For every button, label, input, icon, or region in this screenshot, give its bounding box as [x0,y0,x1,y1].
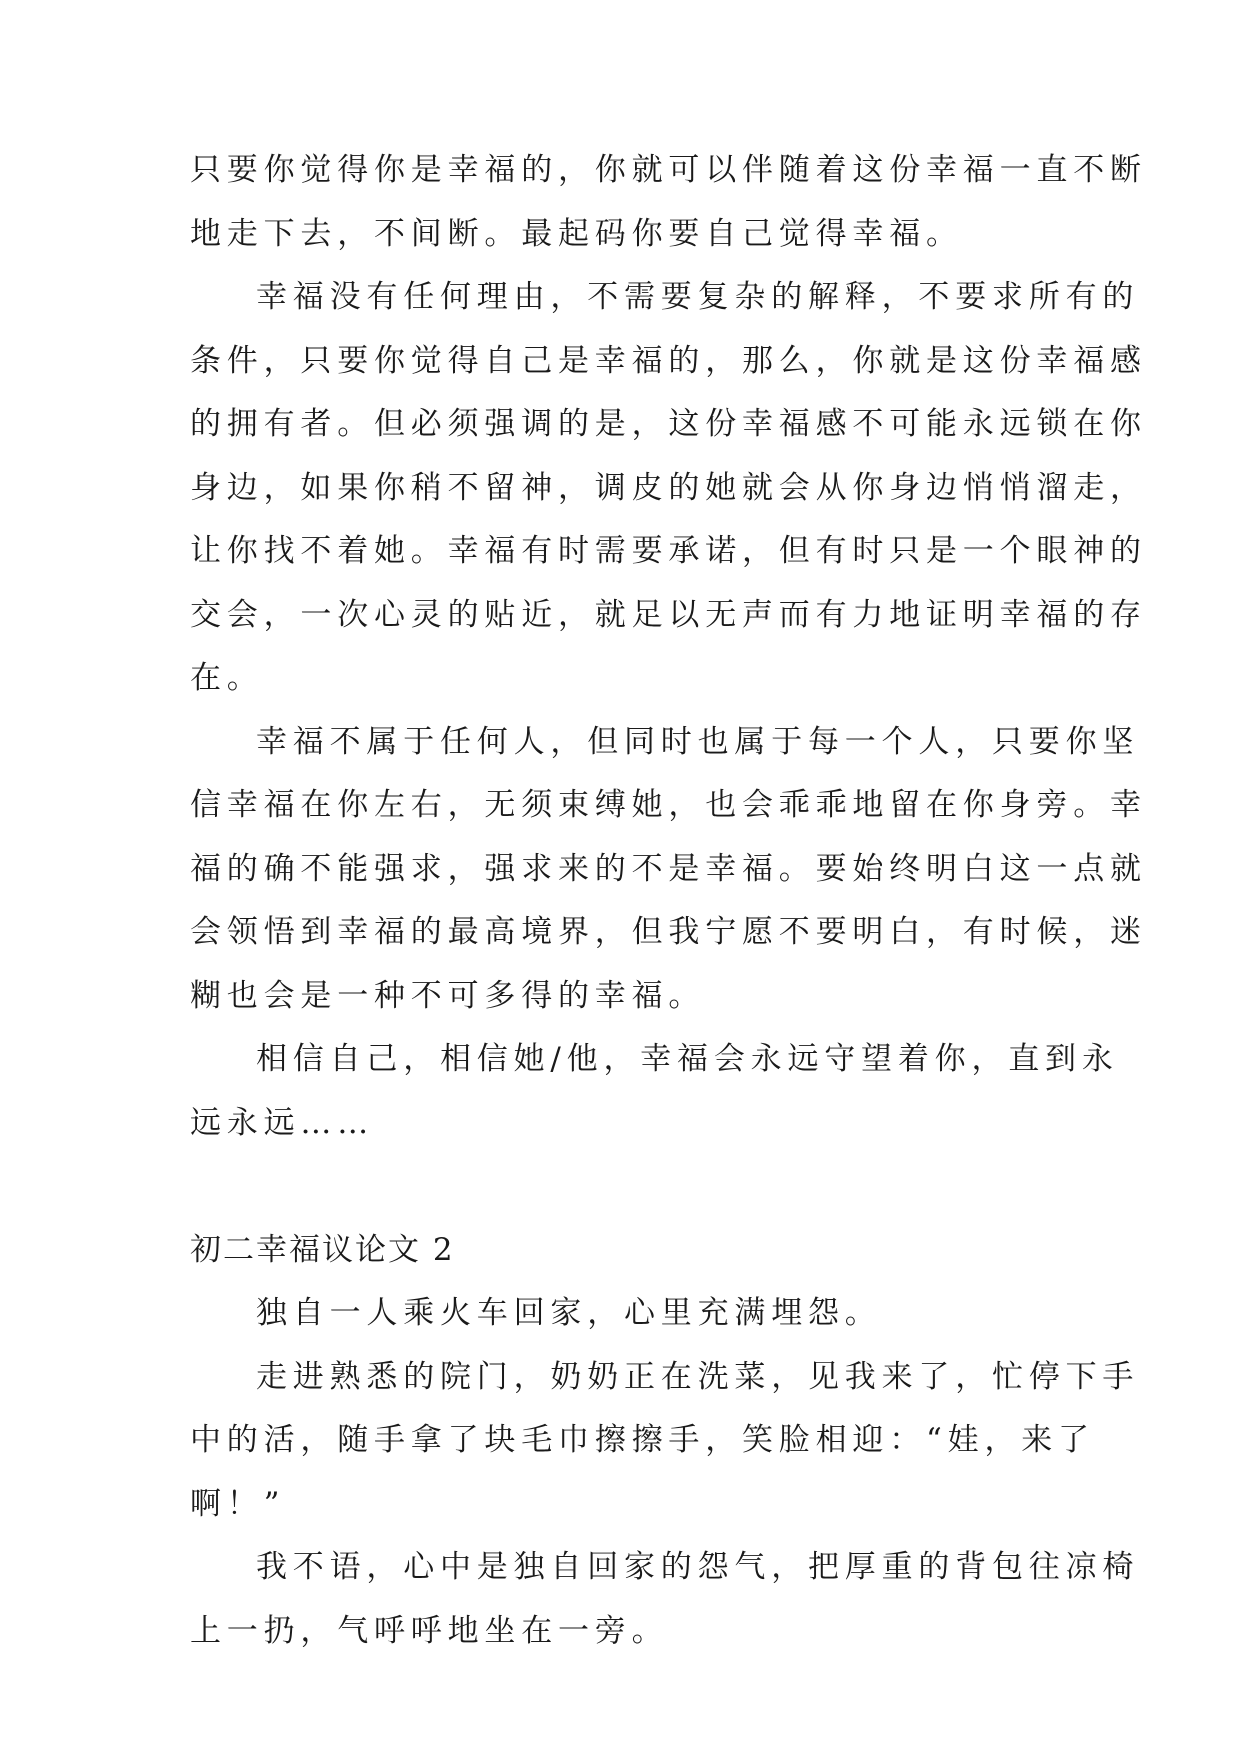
section-spacer [190,1155,1050,1219]
paragraph-1 [190,139,1147,266]
text-line: 福的确不能强求，强求来的不是幸福。要始终明白这一点就 [190,850,1147,887]
text-line: 身边，如果你稍不留神，调皮的她就会从你身边悄悄溜走， [190,469,1147,506]
heading-text: 初二幸福议论文 2 [190,1231,455,1268]
text-line: 走进熟悉的院门，奶奶正在洗菜，见我来了，忙停下手 [256,1358,1140,1395]
text-line: 地走下去，不间断。最起码你要自己觉得幸福。 [190,215,963,252]
text-line: 远永远…… [190,1104,374,1141]
text-line: 相信自己，相信她/他，幸福会永远守望着你，直到永 [256,1041,1119,1077]
document-body [190,139,1147,1663]
section-heading [190,1219,1050,1283]
text-line: 让你找不着她。幸福有时需要承诺，但有时只是一个眼神的 [190,533,1147,569]
paragraph-7 [190,1536,1140,1663]
text-line: 的拥有者。但必须强调的是，这份幸福感不可能永远锁在你 [190,406,1147,442]
text-line: 只要你觉得你是幸福的，你就可以伴随着这份幸福一直不断 [190,152,1147,188]
text-line: 幸福不属于任何人，但同时也属于每一个人，只要你坚 [256,723,1140,760]
paragraph-6 [190,1346,1140,1537]
paragraph-2 [190,266,1147,711]
text-line: 条件，只要你觉得自己是幸福的，那么，你就是这份幸福感 [190,342,1147,379]
text-line: 独自一人乘火车回家，心里充满埋怨。 [256,1295,882,1331]
text-line: 交会，一次心灵的贴近，就足以无声而有力地证明幸福的存 [190,596,1147,633]
text-line: 糊也会是一种不可多得的幸福。 [190,977,706,1014]
text-line: 信幸福在你左右，无须束缚她，也会乖乖地留在你身旁。幸 [190,787,1147,823]
paragraph-3 [190,711,1147,1029]
text-line: 幸福没有任何理由，不需要复杂的解释，不要求所有的 [256,279,1140,315]
text-line: 会领悟到幸福的最高境界，但我宁愿不要明白，有时候，迷 [190,914,1147,950]
paragraph-5 [190,1282,1050,1346]
text-line: 啊！” [190,1485,286,1522]
text-line: 我不语，心中是独自回家的怨气，把厚重的背包往凉椅 [256,1549,1140,1585]
paragraph-4 [190,1028,1119,1155]
text-line: 在。 [190,660,264,696]
text-line: 中的活，随手拿了块毛巾擦擦手，笑脸相迎：“娃，来了 [190,1422,1095,1458]
text-line: 上一扔，气呼呼地坐在一旁。 [190,1612,669,1649]
